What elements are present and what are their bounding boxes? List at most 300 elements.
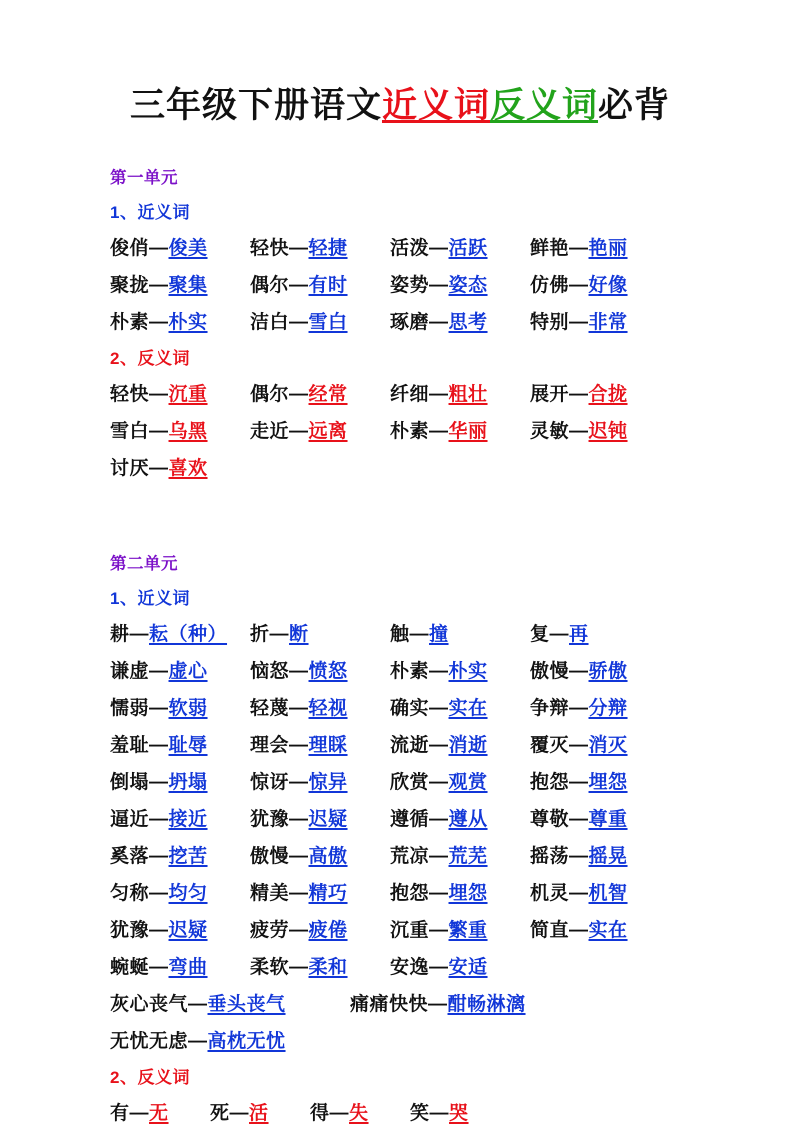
- word-answer: 沉重: [168, 384, 208, 405]
- word-answer: 软弱: [168, 698, 208, 719]
- word-answer: 非常: [588, 312, 628, 333]
- word-answer: 柔和: [308, 957, 348, 978]
- dash-separator: —: [289, 883, 309, 904]
- dash-separator: —: [149, 698, 169, 719]
- word-prompt: 雪白: [110, 421, 150, 442]
- word-answer: 高傲: [308, 846, 348, 867]
- word-prompt: 遵循: [390, 809, 430, 830]
- word-prompt: 匀称: [110, 883, 150, 904]
- word-prompt: 纤细: [390, 384, 430, 405]
- word-prompt: 灰心丧气: [110, 994, 189, 1015]
- dash-separator: —: [569, 846, 589, 867]
- word-answer: 均匀: [168, 883, 208, 904]
- word-pair: [110, 915, 250, 942]
- word-pair-row: [110, 730, 760, 757]
- word-answer: 精巧: [308, 883, 348, 904]
- word-answer: 远离: [308, 421, 348, 442]
- word-pair: [530, 307, 628, 334]
- word-answer: 疲倦: [308, 920, 348, 941]
- dash-separator: —: [429, 384, 449, 405]
- word-pair: [530, 915, 628, 942]
- dash-separator: —: [188, 1031, 208, 1052]
- dash-separator: —: [149, 920, 169, 941]
- word-answer: 埋怨: [588, 772, 628, 793]
- dash-separator: —: [149, 384, 169, 405]
- dash-separator: —: [569, 661, 589, 682]
- word-pair: [110, 730, 250, 757]
- word-answer: 观赏: [448, 772, 488, 793]
- word-answer: 思考: [448, 312, 488, 333]
- word-answer: 接近: [168, 809, 208, 830]
- word-answer: 活: [249, 1103, 269, 1124]
- dash-separator: —: [289, 421, 309, 442]
- word-pair: [390, 804, 530, 831]
- word-prompt: 偶尔: [250, 275, 290, 296]
- word-pair: [390, 693, 530, 720]
- dash-separator: —: [429, 809, 449, 830]
- word-pair-row: [110, 453, 760, 480]
- word-answer: 迟疑: [308, 809, 348, 830]
- group-heading: 2、反义词: [110, 1068, 190, 1087]
- word-answer: 理睬: [308, 735, 348, 756]
- word-pair-row: [110, 416, 760, 443]
- dash-separator: —: [429, 421, 449, 442]
- dash-separator: —: [569, 421, 589, 442]
- word-prompt: 懦弱: [110, 698, 150, 719]
- word-answer: 合拢: [588, 384, 628, 405]
- word-pair: [110, 379, 250, 406]
- word-pair: [530, 841, 628, 868]
- word-answer: 轻捷: [308, 238, 348, 259]
- word-pair: [390, 619, 530, 646]
- word-answer: 虚心: [168, 661, 208, 682]
- word-pair: [250, 233, 390, 260]
- word-pair-group: [110, 989, 760, 1053]
- word-pair: [250, 841, 390, 868]
- word-answer: 摇晃: [588, 846, 628, 867]
- word-prompt: 欣赏: [390, 772, 430, 793]
- word-pair: [110, 767, 250, 794]
- dash-separator: —: [149, 883, 169, 904]
- dash-separator: —: [429, 846, 449, 867]
- word-answer: 埋怨: [448, 883, 488, 904]
- word-pair: [250, 656, 390, 683]
- dash-separator: —: [429, 698, 449, 719]
- word-pair: [110, 656, 250, 683]
- word-answer: 经常: [308, 384, 348, 405]
- word-pair-group: [110, 619, 760, 979]
- word-pair: [530, 878, 628, 905]
- word-answer: 再: [569, 624, 589, 645]
- word-prompt: 鲜艳: [530, 238, 570, 259]
- dash-separator: —: [149, 458, 169, 479]
- word-pair: [110, 416, 250, 443]
- dash-separator: —: [569, 312, 589, 333]
- word-answer: 实在: [588, 920, 628, 941]
- dash-separator: —: [429, 312, 449, 333]
- word-prompt: 痛痛快快: [350, 994, 429, 1015]
- dash-separator: —: [428, 994, 448, 1015]
- word-pair-row: [110, 379, 760, 406]
- word-prompt: 流逝: [390, 735, 430, 756]
- word-prompt: 恼怒: [250, 661, 290, 682]
- word-prompt: 姿势: [390, 275, 430, 296]
- dash-separator: —: [289, 312, 309, 333]
- word-pair-row: [110, 1026, 760, 1053]
- word-pair-row: [110, 307, 760, 334]
- word-pair-row: [110, 693, 760, 720]
- word-pair: [110, 989, 350, 1016]
- word-pair-row: [110, 804, 760, 831]
- word-pair: [350, 989, 526, 1016]
- dash-separator: —: [289, 772, 309, 793]
- word-prompt: 覆灭: [530, 735, 570, 756]
- word-answer: 朴实: [448, 661, 488, 682]
- word-pair: [250, 952, 390, 979]
- dash-separator: —: [129, 624, 150, 645]
- dash-separator: —: [409, 624, 430, 645]
- dash-separator: —: [129, 1103, 150, 1124]
- dash-separator: —: [149, 957, 169, 978]
- word-pair: [530, 379, 628, 406]
- dash-separator: —: [188, 994, 208, 1015]
- word-prompt: 安逸: [390, 957, 430, 978]
- word-pair: [110, 307, 250, 334]
- word-pair-row: [110, 1098, 760, 1125]
- word-pair: [110, 878, 250, 905]
- word-answer: 迟疑: [168, 920, 208, 941]
- dash-separator: —: [149, 846, 169, 867]
- word-prompt: 洁白: [250, 312, 290, 333]
- word-prompt: 傲慢: [530, 661, 570, 682]
- word-answer: 高枕无忧: [207, 1031, 286, 1052]
- word-prompt: 耕: [110, 624, 130, 645]
- word-pair-row: [110, 270, 760, 297]
- word-answer: 姿态: [448, 275, 488, 296]
- word-pair: [390, 307, 530, 334]
- word-pair: [250, 878, 390, 905]
- dash-separator: —: [149, 735, 169, 756]
- word-answer: 惊异: [308, 772, 348, 793]
- word-prompt: 惊讶: [250, 772, 290, 793]
- word-prompt: 犹豫: [110, 920, 150, 941]
- word-prompt: 轻快: [110, 384, 150, 405]
- word-answer: 华丽: [448, 421, 488, 442]
- word-pair: [390, 952, 488, 979]
- word-prompt: 笑: [410, 1103, 430, 1124]
- word-pair: [390, 841, 530, 868]
- word-pair: [530, 233, 628, 260]
- word-pair: [250, 416, 390, 443]
- word-pair: [390, 915, 530, 942]
- word-answer: 断: [289, 624, 309, 645]
- word-answer: 活跃: [448, 238, 488, 259]
- word-pair-row: [110, 233, 760, 260]
- word-answer: 迟钝: [588, 421, 628, 442]
- word-pair: [110, 270, 250, 297]
- group-heading: 1、近义词: [110, 589, 190, 608]
- word-prompt: 走近: [250, 421, 290, 442]
- dash-separator: —: [569, 275, 589, 296]
- word-answer: 好像: [588, 275, 628, 296]
- dash-separator: —: [429, 661, 449, 682]
- dash-separator: —: [149, 421, 169, 442]
- word-prompt: 沉重: [390, 920, 430, 941]
- word-pair-row: [110, 619, 760, 646]
- word-answer: 酣畅淋漓: [447, 994, 526, 1015]
- dash-separator: —: [569, 772, 589, 793]
- word-prompt: 柔软: [250, 957, 290, 978]
- word-prompt: 死: [210, 1103, 230, 1124]
- word-prompt: 奚落: [110, 846, 150, 867]
- word-pair: [110, 453, 208, 480]
- dash-separator: —: [549, 624, 570, 645]
- word-pair: [250, 693, 390, 720]
- word-pair: [210, 1098, 310, 1125]
- word-prompt: 朴素: [390, 661, 430, 682]
- title-part-4: 必背: [598, 86, 671, 125]
- word-pair: [530, 270, 628, 297]
- dash-separator: —: [569, 384, 589, 405]
- word-pair: [110, 619, 250, 646]
- dash-separator: —: [289, 957, 309, 978]
- word-answer: 耻辱: [168, 735, 208, 756]
- word-answer: 消灭: [588, 735, 628, 756]
- word-prompt: 倒塌: [110, 772, 150, 793]
- dash-separator: —: [289, 384, 309, 405]
- word-prompt: 灵敏: [530, 421, 570, 442]
- word-prompt: 展开: [530, 384, 570, 405]
- word-answer: 坍塌: [168, 772, 208, 793]
- dash-separator: —: [229, 1103, 250, 1124]
- word-prompt: 谦虚: [110, 661, 150, 682]
- word-pair: [110, 804, 250, 831]
- word-answer: 尊重: [588, 809, 628, 830]
- word-pair: [250, 307, 390, 334]
- word-prompt: 触: [390, 624, 410, 645]
- word-prompt: 复: [530, 624, 550, 645]
- word-pair: [250, 379, 390, 406]
- word-pair: [250, 619, 390, 646]
- word-pair-row: [110, 915, 760, 942]
- group-heading: 2、反义词: [110, 349, 190, 368]
- word-prompt: 讨厌: [110, 458, 150, 479]
- dash-separator: —: [569, 883, 589, 904]
- word-pair: [410, 1098, 469, 1125]
- word-pair: [530, 416, 628, 443]
- word-prompt: 疲劳: [250, 920, 290, 941]
- word-pair-row: [110, 656, 760, 683]
- dash-separator: —: [289, 920, 309, 941]
- word-pair-row: [110, 952, 760, 979]
- word-pair: [530, 730, 628, 757]
- word-answer: 实在: [448, 698, 488, 719]
- word-answer: 挖苦: [168, 846, 208, 867]
- word-answer: 机智: [588, 883, 628, 904]
- dash-separator: —: [569, 238, 589, 259]
- unit-heading: 第二单元: [110, 555, 178, 573]
- content-body: [0, 164, 800, 1125]
- word-prompt: 荒凉: [390, 846, 430, 867]
- dash-separator: —: [569, 735, 589, 756]
- dash-separator: —: [289, 275, 309, 296]
- word-prompt: 精美: [250, 883, 290, 904]
- title-part-antonyms: 反义词: [490, 86, 599, 125]
- word-answer: 繁重: [448, 920, 488, 941]
- dash-separator: —: [429, 275, 449, 296]
- word-pair: [110, 1098, 210, 1125]
- word-prompt: 俊俏: [110, 238, 150, 259]
- word-answer: 轻视: [308, 698, 348, 719]
- word-pair: [390, 270, 530, 297]
- word-pair-row: [110, 878, 760, 905]
- word-prompt: 犹豫: [250, 809, 290, 830]
- word-prompt: 特别: [530, 312, 570, 333]
- word-pair-row: [110, 841, 760, 868]
- word-answer: 失: [349, 1103, 369, 1124]
- word-prompt: 有: [110, 1103, 130, 1124]
- dash-separator: —: [149, 809, 169, 830]
- word-answer: 朴实: [168, 312, 208, 333]
- word-answer: 骄傲: [588, 661, 628, 682]
- word-prompt: 机灵: [530, 883, 570, 904]
- word-prompt: 确实: [390, 698, 430, 719]
- dash-separator: —: [149, 312, 169, 333]
- word-answer: 雪白: [308, 312, 348, 333]
- word-prompt: 仿佛: [530, 275, 570, 296]
- word-pair: [110, 233, 250, 260]
- dash-separator: —: [569, 698, 589, 719]
- word-prompt: 活泼: [390, 238, 430, 259]
- dash-separator: —: [429, 883, 449, 904]
- word-answer: 聚集: [168, 275, 208, 296]
- word-pair: [110, 952, 250, 979]
- word-answer: 荒芜: [448, 846, 488, 867]
- word-pair: [530, 693, 628, 720]
- word-pair: [310, 1098, 410, 1125]
- word-prompt: 朴素: [390, 421, 430, 442]
- word-pair: [250, 730, 390, 757]
- dash-separator: —: [149, 238, 169, 259]
- word-answer: 粗壮: [448, 384, 488, 405]
- word-answer: 遵从: [448, 809, 488, 830]
- word-pair: [530, 767, 628, 794]
- word-pair: [530, 804, 628, 831]
- word-pair: [390, 730, 530, 757]
- word-pair-group: [110, 1098, 760, 1125]
- word-prompt: 尊敬: [530, 809, 570, 830]
- word-prompt: 抱怨: [390, 883, 430, 904]
- word-prompt: 争辩: [530, 698, 570, 719]
- dash-separator: —: [289, 809, 309, 830]
- word-prompt: 轻蔑: [250, 698, 290, 719]
- page-title: [0, 0, 800, 138]
- word-prompt: 偶尔: [250, 384, 290, 405]
- word-pair: [110, 1026, 286, 1053]
- word-pair: [390, 233, 530, 260]
- word-prompt: 折: [250, 624, 270, 645]
- word-pair: [390, 379, 530, 406]
- dash-separator: —: [149, 661, 169, 682]
- dash-separator: —: [289, 698, 309, 719]
- word-answer: 无: [149, 1103, 169, 1124]
- word-answer: 艳丽: [588, 238, 628, 259]
- word-answer: 耘（种）: [149, 624, 228, 645]
- word-prompt: 得: [310, 1103, 330, 1124]
- word-prompt: 无忧无虑: [110, 1031, 189, 1052]
- word-answer: 哭: [449, 1103, 469, 1124]
- title-part-synonyms: 近义词: [381, 86, 490, 125]
- word-pair: [390, 878, 530, 905]
- word-prompt: 逼近: [110, 809, 150, 830]
- word-prompt: 傲慢: [250, 846, 290, 867]
- word-answer: 俊美: [168, 238, 208, 259]
- dash-separator: —: [429, 772, 449, 793]
- dash-separator: —: [429, 238, 449, 259]
- dash-separator: —: [289, 661, 309, 682]
- section-spacer: [110, 490, 760, 524]
- word-pair: [250, 804, 390, 831]
- word-answer: 喜欢: [168, 458, 208, 479]
- word-answer: 消逝: [448, 735, 488, 756]
- word-pair: [110, 841, 250, 868]
- dash-separator: —: [429, 920, 449, 941]
- word-pair-row: [110, 767, 760, 794]
- word-prompt: 聚拢: [110, 275, 150, 296]
- word-answer: 乌黑: [168, 421, 208, 442]
- word-pair: [530, 619, 589, 646]
- word-pair: [390, 656, 530, 683]
- word-pair: [530, 656, 628, 683]
- unit-heading: 第一单元: [110, 169, 178, 187]
- dash-separator: —: [289, 846, 309, 867]
- dash-separator: —: [149, 275, 169, 296]
- word-pair: [250, 767, 390, 794]
- word-answer: 撞: [429, 624, 449, 645]
- word-pair: [250, 270, 390, 297]
- word-pair: [110, 693, 250, 720]
- word-answer: 分辩: [588, 698, 628, 719]
- dash-separator: —: [569, 809, 589, 830]
- word-answer: 弯曲: [168, 957, 208, 978]
- word-pair: [390, 416, 530, 443]
- word-pair: [250, 915, 390, 942]
- word-prompt: 羞耻: [110, 735, 150, 756]
- dash-separator: —: [289, 238, 309, 259]
- word-prompt: 朴素: [110, 312, 150, 333]
- dash-separator: —: [429, 735, 449, 756]
- word-prompt: 琢磨: [390, 312, 430, 333]
- dash-separator: —: [429, 957, 449, 978]
- word-answer: 愤怒: [308, 661, 348, 682]
- word-pair-group: [110, 233, 760, 334]
- group-heading: 1、近义词: [110, 203, 190, 222]
- dash-separator: —: [289, 735, 309, 756]
- word-pair-group: [110, 379, 760, 480]
- word-answer: 垂头丧气: [207, 994, 286, 1015]
- word-prompt: 简直: [530, 920, 570, 941]
- dash-separator: —: [569, 920, 589, 941]
- word-pair-row: [110, 989, 760, 1016]
- word-answer: 安适: [448, 957, 488, 978]
- dash-separator: —: [149, 772, 169, 793]
- word-pair: [390, 767, 530, 794]
- dash-separator: —: [269, 624, 290, 645]
- word-answer: 有时: [308, 275, 348, 296]
- word-prompt: 摇荡: [530, 846, 570, 867]
- word-prompt: 理会: [250, 735, 290, 756]
- word-prompt: 轻快: [250, 238, 290, 259]
